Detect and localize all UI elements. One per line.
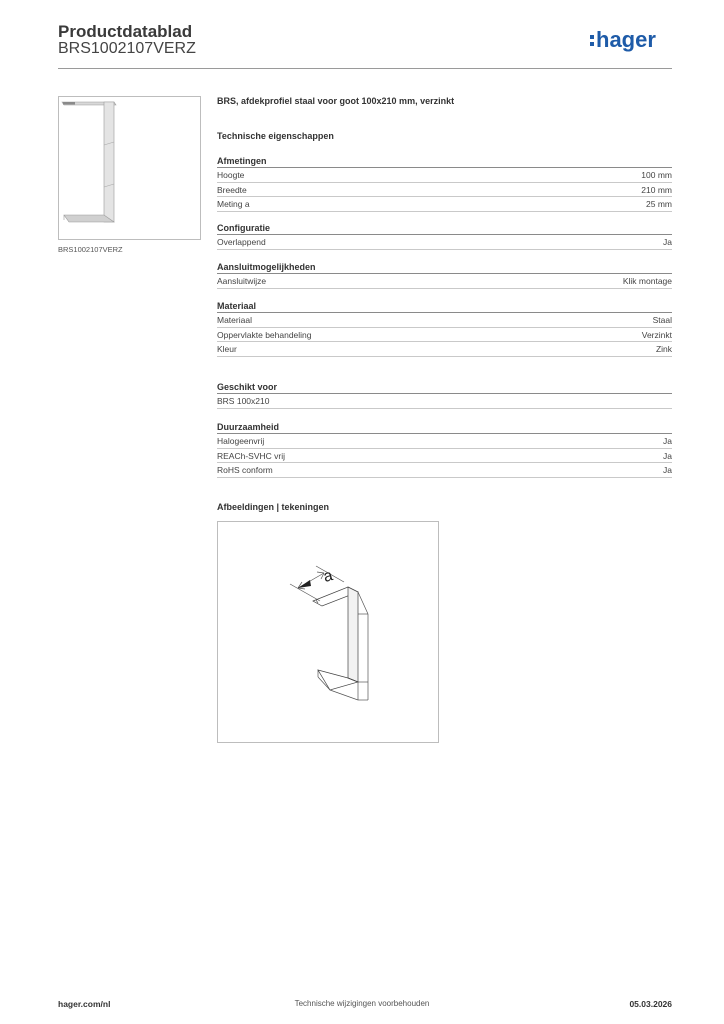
table-row: [217, 394, 672, 409]
page-title: Productdatablad: [58, 22, 193, 41]
section-aansluitmogelijkheden: [217, 261, 672, 289]
row-value: 25 mm: [646, 199, 672, 209]
row-label: RoHS conform: [217, 465, 273, 475]
header-divider: [58, 68, 672, 69]
row-value: Ja: [663, 450, 672, 461]
row-label: REACh-SVHC vrij: [217, 450, 286, 461]
row-value: Zink: [655, 344, 672, 354]
section-configuratie: [217, 222, 672, 250]
technical-properties-heading: Technische eigenschappen: [217, 131, 334, 141]
product-thumbnail-drawing: [59, 97, 200, 239]
thumbnail-caption: BRS1002107VERZ: [58, 245, 123, 254]
row-label: Meting a: [217, 199, 250, 209]
table-row: [217, 197, 672, 212]
row-label: Kleur: [217, 344, 237, 354]
section-geschikt-voor: [217, 381, 672, 409]
row-value: Ja: [663, 436, 672, 446]
section-title: Aansluitmogelijkheden: [217, 261, 672, 274]
row-label: Hoogte: [217, 170, 245, 180]
table-row: [217, 235, 672, 250]
row-label: Aansluitwijze: [217, 276, 267, 286]
section-title: Configuratie: [217, 222, 672, 235]
row-value: Ja: [663, 465, 672, 475]
table-row: [217, 168, 672, 183]
drawings-heading: Afbeeldingen | tekeningen: [217, 502, 330, 512]
table-row: [217, 463, 672, 478]
row-label: Materiaal: [217, 315, 252, 325]
row-value: Ja: [663, 237, 672, 247]
product-thumbnail: [58, 96, 201, 240]
section-title: Afmetingen: [217, 155, 672, 168]
table-row: [217, 434, 672, 449]
row-label: Halogeenvrij: [217, 436, 265, 446]
row-value: Staal: [652, 315, 672, 325]
table-row: [217, 449, 672, 464]
section-title: Duurzaamheid: [217, 421, 672, 434]
hager-logo: [590, 27, 672, 55]
technical-drawing: [217, 521, 439, 743]
product-code: BRS1002107VERZ: [58, 40, 196, 57]
table-row: [217, 328, 672, 343]
footer-website-link[interactable]: hager.com/nl: [58, 999, 111, 1009]
dimension-label-a: a: [321, 567, 335, 586]
section-title: Geschikt voor: [217, 381, 672, 394]
table-row: [217, 274, 672, 289]
row-label: Oppervlakte behandeling: [217, 329, 312, 340]
footer-date: 05.03.2026: [629, 999, 672, 1009]
row-label: BRS 100x210: [217, 396, 270, 406]
row-label: Overlappend: [217, 237, 266, 247]
section-afmetingen: [217, 155, 672, 212]
technical-drawing-svg: [218, 522, 438, 742]
row-value: 210 mm: [641, 184, 672, 195]
table-row: [217, 342, 672, 357]
row-value: Verzinkt: [641, 329, 672, 340]
footer-notice: Technische wijzigingen voorbehouden: [294, 999, 430, 1008]
row-value: Klik montage: [622, 276, 672, 286]
section-duurzaamheid: [217, 421, 672, 478]
row-label: Breedte: [217, 184, 247, 195]
row-value: 100 mm: [641, 170, 672, 180]
logo-text: hager: [596, 27, 656, 52]
table-row: [217, 313, 672, 328]
product-description: BRS, afdekprofiel staal voor goot 100x210 mm, verzinkt: [217, 96, 455, 106]
table-row: [217, 183, 672, 198]
section-title: Materiaal: [217, 300, 672, 313]
section-materiaal: [217, 300, 672, 357]
